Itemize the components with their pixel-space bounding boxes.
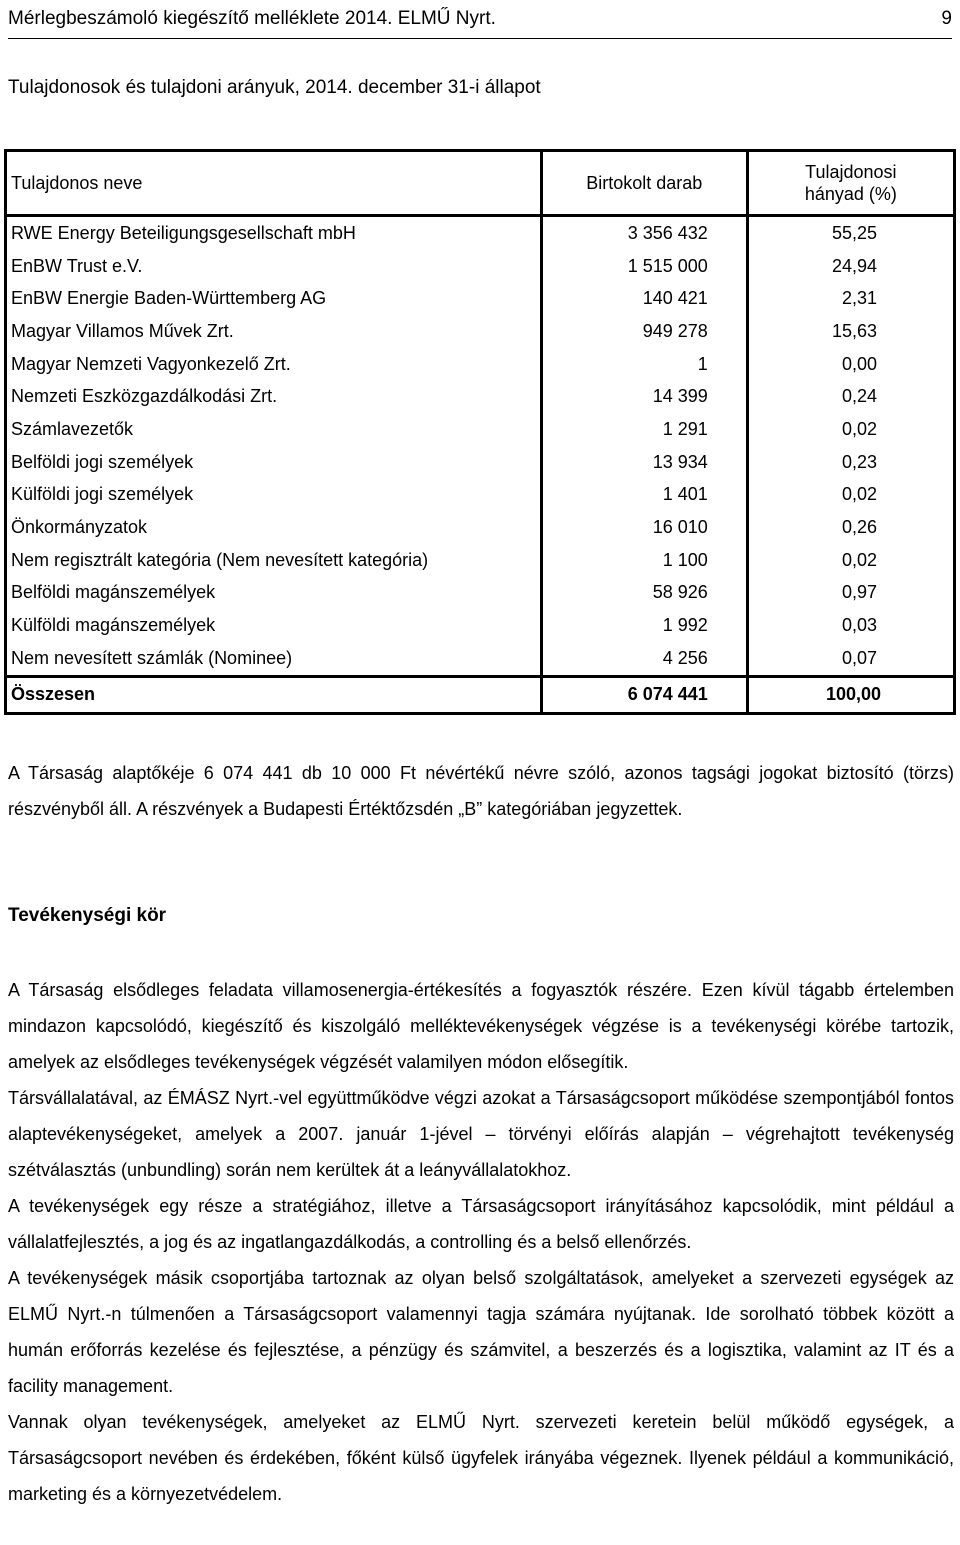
owner-name: Számlavezetők <box>6 413 542 446</box>
table-row <box>6 609 955 642</box>
owner-name: RWE Energy Beteiligungsgesellschaft mbH <box>6 216 542 250</box>
owner-shares: 1 <box>541 348 747 381</box>
owner-shares: 13 934 <box>541 446 747 479</box>
owner-name: EnBW Trust e.V. <box>6 250 542 283</box>
owner-percentage: 2,31 <box>747 282 954 315</box>
table-row <box>6 348 955 381</box>
activity-paragraph: A tevékenységek egy része a stratégiához, illetve a Társaságcsoport irányításához kapcsolódik, mint például a vállalatfejlesztés, a jog és az ingatlangazdálkodás, a controlling és a belső ellenőrzés. <box>8 1196 954 1252</box>
owner-percentage: 0,23 <box>747 446 954 479</box>
document-title: Mérlegbeszámoló kiegészítő melléklete 2014. ELMŰ Nyrt. <box>8 8 496 29</box>
owner-percentage: 0,97 <box>747 577 954 610</box>
table-header-row <box>6 151 955 216</box>
table-row <box>6 446 955 479</box>
owner-shares: 1 515 000 <box>541 250 747 283</box>
owner-percentage: 15,63 <box>747 315 954 348</box>
table-row <box>6 413 955 446</box>
page-number: 9 <box>941 8 952 29</box>
owner-name: Belföldi magánszemélyek <box>6 577 542 610</box>
activity-paragraph: Vannak olyan tevékenységek, amelyeket az ELMŰ Nyrt. szervezeti keretein belül működő egységek, a Társaságcsoport nevében és érdekében, főként külső ügyfelek irányába végeznek. Ilyenek például a kommunikáció, marketing és a környezetvédelem. <box>8 1412 954 1504</box>
owner-percentage: 0,02 <box>747 544 954 577</box>
table-row <box>6 577 955 610</box>
column-header-shares: Birtokolt darab <box>541 151 747 216</box>
table-row <box>6 511 955 544</box>
owner-shares: 58 926 <box>541 577 747 610</box>
owner-percentage: 0,26 <box>747 511 954 544</box>
owner-name: Nemzeti Eszközgazdálkodási Zrt. <box>6 380 542 413</box>
owner-shares: 1 401 <box>541 479 747 512</box>
column-header-percentage-text: Tulajdonosi hányad (%) <box>804 162 897 204</box>
column-header-percentage <box>747 151 954 216</box>
owner-percentage: 55,25 <box>747 216 954 250</box>
page-header <box>8 6 952 39</box>
total-row <box>6 676 955 713</box>
table-row <box>6 479 955 512</box>
share-capital-paragraph: A Társaság alaptőkéje 6 074 441 db 10 000 Ft névértékű névre szóló, azonos tagsági jogokat biztosító (törzs) részvényből áll. A részvények a Budapesti Értéktőzsdén „B” kategóriában jegyzettek. <box>8 763 954 819</box>
table-row <box>6 544 955 577</box>
owner-shares: 949 278 <box>541 315 747 348</box>
activity-title: Tevékenységi kör <box>8 905 167 926</box>
owner-shares: 1 291 <box>541 413 747 446</box>
owner-percentage: 0,00 <box>747 348 954 381</box>
owner-shares: 3 356 432 <box>541 216 747 250</box>
column-header-owner-name: Tulajdonos neve <box>6 151 542 216</box>
owner-shares: 140 421 <box>541 282 747 315</box>
owner-name: EnBW Energie Baden-Württemberg AG <box>6 282 542 315</box>
owner-percentage: 0,03 <box>747 609 954 642</box>
table-row <box>6 216 955 250</box>
activity-paragraph: A Társaság elsődleges feladata villamosenergia-értékesítés a fogyasztók részére. Ezen kívül tágabb értelemben mindazon kapcsolódó, kiegészítő és kiszolgáló melléktevékenységek végzése is a tevékenységi körébe tartozik, amelyek az elsődleges tevékenységek végzését valamilyen módon elősegítik. <box>8 980 954 1072</box>
owner-name: Nem regisztrált kategória (Nem nevesített kategória) <box>6 544 542 577</box>
owner-shares: 14 399 <box>541 380 747 413</box>
owner-percentage: 0,02 <box>747 413 954 446</box>
activity-paragraph: Társvállalatával, az ÉMÁSZ Nyrt.-vel együttműködve végzi azokat a Társaságcsoport működése szempontjából fontos alaptevékenységeket, amelyek a 2007. január 1-jével – törvényi előírás alapján – végrehajtott tevékenység szétválasztás (unbundling) során nem kerültek át a leányvállalatokhoz. <box>8 1088 954 1180</box>
owner-percentage: 0,24 <box>747 380 954 413</box>
activity-paragraph: A tevékenységek másik csoportjába tartoznak az olyan belső szolgáltatások, amelyeket a szervezeti egységek az ELMŰ Nyrt.-n túlmenően a Társaságcsoport valamennyi tagja számára nyújtanak. Ide sorolható többek között a humán erőforrás kezelése és fejlesztése, a pénzügy és számvitel, a beszerzés és a logisztika, valamint az IT és a facility management. <box>8 1268 954 1396</box>
ownership-title: Tulajdonosok és tulajdoni arányuk, 2014. december 31-i állapot <box>8 77 541 98</box>
total-shares: 6 074 441 <box>541 676 747 713</box>
owner-percentage: 0,02 <box>747 479 954 512</box>
table-row <box>6 315 955 348</box>
owner-name: Külföldi magánszemélyek <box>6 609 542 642</box>
owner-name: Önkormányzatok <box>6 511 542 544</box>
owner-percentage: 24,94 <box>747 250 954 283</box>
owner-shares: 1 100 <box>541 544 747 577</box>
owner-shares: 16 010 <box>541 511 747 544</box>
owner-name: Magyar Villamos Művek Zrt. <box>6 315 542 348</box>
table-row <box>6 250 955 283</box>
total-percentage: 100,00 <box>747 676 954 713</box>
owner-shares: 1 992 <box>541 609 747 642</box>
owner-name: Nem nevesített számlák (Nominee) <box>6 642 542 676</box>
activity-section <box>8 972 954 1512</box>
owner-name: Magyar Nemzeti Vagyonkezelő Zrt. <box>6 348 542 381</box>
table-row <box>6 380 955 413</box>
table-row <box>6 282 955 315</box>
owner-percentage: 0,07 <box>747 642 954 676</box>
total-label: Összesen <box>6 676 542 713</box>
table-row <box>6 642 955 676</box>
owner-shares: 4 256 <box>541 642 747 676</box>
ownership-table <box>4 149 956 715</box>
owner-name: Belföldi jogi személyek <box>6 446 542 479</box>
owner-name: Külföldi jogi személyek <box>6 479 542 512</box>
